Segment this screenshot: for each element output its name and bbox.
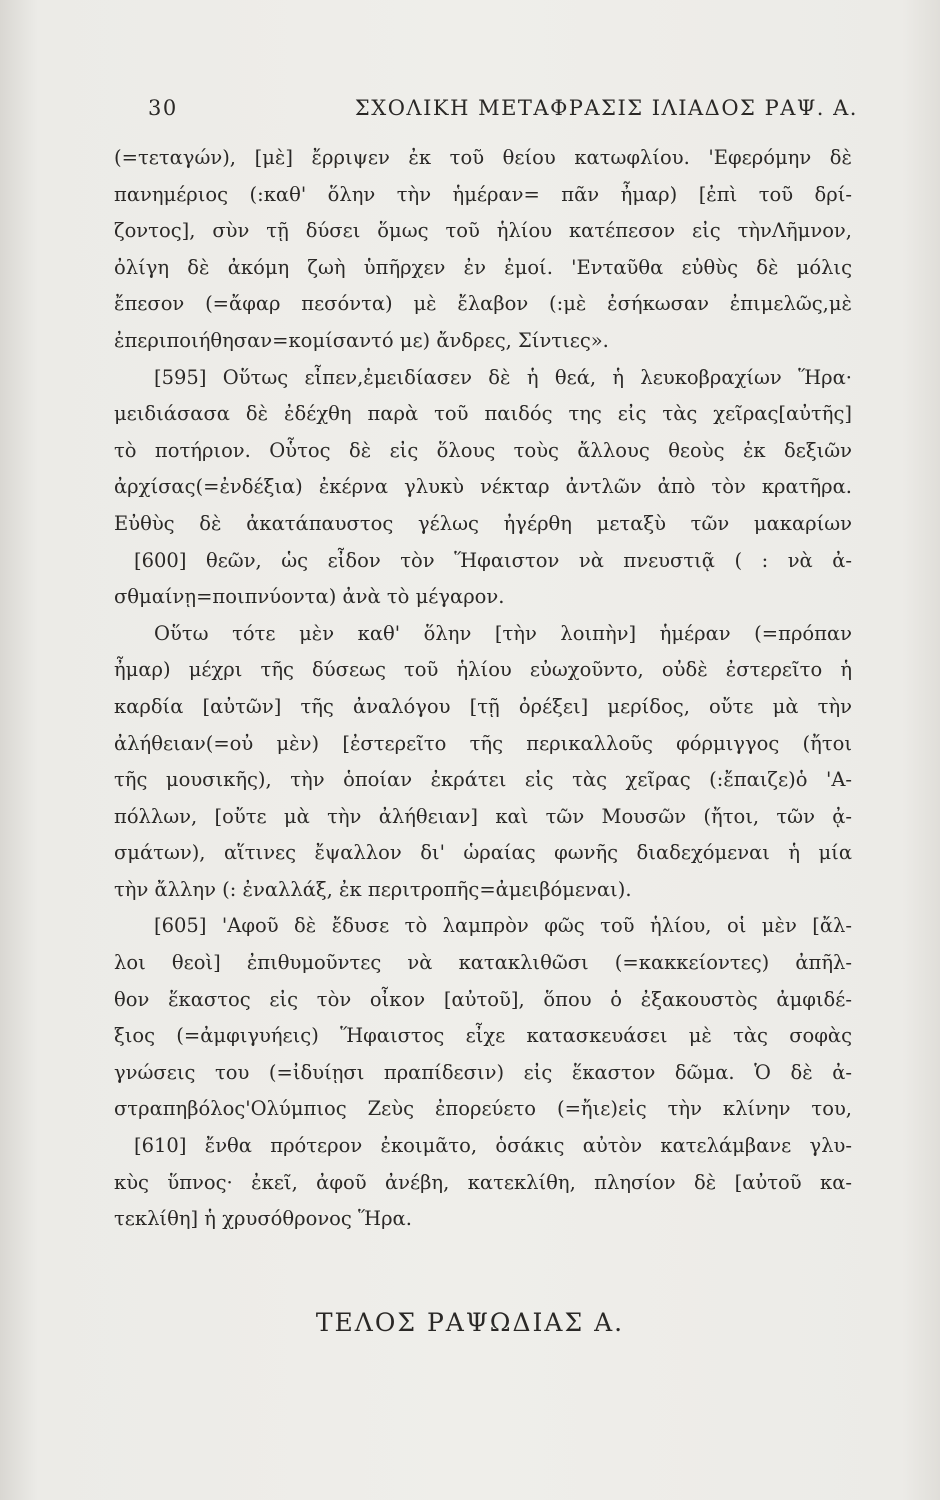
body-text (114, 140, 852, 1238)
text-line: θον ἕκαστος εἰς τὸν οἶκον [αὐτοῦ], ὅπου ὁ ἐξακουστὸς ἀμφιδέ- (114, 987, 852, 1011)
text-line: ζοντος], σὺν τῇ δύσει ὅμως τοῦ ἡλίου κατέπεσον εἰς τὴνΛῆμνον, (114, 219, 852, 243)
text-line: ἦμαρ) μέχρι τῆς δύσεως τοῦ ἡλίου εὐωχοῦντο, οὐδὲ ἐστερεῖτο ἡ (114, 658, 852, 682)
text-line: λοι θεοὶ] ἐπιθυμοῦντες νὰ κατακλιθῶσι (=κακκείοντες) ἀπῆλ- (114, 951, 852, 975)
text-line: πανημέριος (:καθ' ὅλην τὴν ἡμέραν= πᾶν ἦμαρ) [ἐπὶ τοῦ δρί- (114, 182, 852, 206)
end-title: ΤΕΛΟΣ ΡΑΨΩΔΙΑΣ Α. (315, 1308, 625, 1337)
text-line: [595] Οὕτως εἶπεν,ἐμειδίασεν δὲ ἡ θεά, ἡ λευκοβραχίων Ἥρα· (154, 365, 852, 389)
text-line: Εὐθὺς δὲ ἀκατάπαυστος γέλως ἠγέρθη μεταξὺ τῶν μακαρίων (114, 511, 852, 535)
text-line: γνώσεις του (=ἰδυίῃσι πραπίδεσιν) εἰς ἕκαστον δῶμα. Ὁ δὲ ἀ- (114, 1060, 852, 1084)
text-line: σμάτων), αἵτινες ἔψαλλον δι' ὡραίας φωνῆς διαδεχόμεναι ἡ μία (114, 841, 852, 865)
text-line: (=τεταγών), [μὲ] ἔρριψεν ἐκ τοῦ θείου κατωφλίου. 'Εφερόμην δὲ (114, 146, 852, 169)
text-line: τὴν ἄλλην (: ἐναλλάξ, ἐκ περιτροπῆς=ἀμειβόμεναι). (114, 877, 632, 901)
text-line: τεκλίθη] ἡ χρυσόθρονος Ἥρα. (114, 1207, 412, 1231)
text-line: ἔπεσον (=ἄφαρ πεσόντα) μὲ ἔλαβον (:μὲ ἐσήκωσαν ἐπιμελῶς,μὲ (114, 292, 852, 316)
text-line: τὸ ποτήριον. Οὗτος δὲ εἰς ὅλους τοὺς ἄλλους θεοὺς ἐκ δεξιῶν (114, 438, 852, 462)
text-line: πόλλων, [οὔτε μὰ τὴν ἀλήθειαν] καὶ τῶν Μουσῶν (ἤτοι, τῶν ᾀ- (114, 804, 852, 828)
page-number: 30 (148, 96, 178, 120)
text-line: ἐπεριποιήθησαν=κομίσαντό με) ἄνδρες, Σίντιες». (114, 328, 609, 352)
running-head (148, 96, 858, 128)
text-line: κὺς ὕπνος· ἐκεῖ, ἀφοῦ ἀνέβη, κατεκλίθη, πλησίον δὲ [αὐτοῦ κα- (114, 1170, 852, 1194)
text-line: τῆς μουσικῆς), τὴν ὁποίαν ἐκράτει εἰς τὰς χεῖρας (:ἔπαιζε)ὁ 'Α- (114, 768, 852, 792)
text-line: στραπηβόλος'Ολύμπιος Ζεὺς ἐπορεύετο (=ἤιε)εἰς τὴν κλίνην του, (114, 1097, 852, 1121)
text-line: ξιος (=ἀμφιγυήεις) Ἥφαιστος εἶχε κατασκευάσει μὲ τὰς σοφὰς (114, 1024, 852, 1048)
text-line: [605] 'Αφοῦ δὲ ἔδυσε τὸ λαμπρὸν φῶς τοῦ ἡλίου, οἱ μὲν [ἄλ- (154, 914, 852, 938)
text-line: σθμαίνῃ=ποιπνύοντα) ἀνὰ τὸ μέγαρον. (114, 585, 505, 609)
text-line: ἀλήθειαν(=οὐ μὲν) [ἐστερεῖτο τῆς περικαλλοῦς φόρμιγγος (ἤτοι (114, 731, 852, 755)
running-head-title: ΣΧΟΛΙΚΗ ΜΕΤΑΦΡΑΣΙΣ ΙΛΙΑΔΟΣ ΡΑΨ. Α. (354, 96, 858, 120)
text-line: μειδιάσασα δὲ ἐδέχθη παρὰ τοῦ παιδός της εἰς τὰς χεῖρας[αὐτῆς] (114, 402, 852, 426)
text-line: [610] ἔνθα πρότερον ἐκοιμᾶτο, ὁσάκις αὐτὸν κατελάμβανε γλυ- (134, 1134, 852, 1158)
text-line: Οὕτω τότε μὲν καθ' ὅλην [τὴν λοιπὴν] ἡμέραν (=πρόπαν (154, 621, 852, 645)
text-line: ὀλίγη δὲ ἀκόμη ζωὴ ὑπῆρχεν ἐν ἐμοί. 'Ενταῦθα εὐθὺς δὲ μόλις (114, 255, 852, 279)
text-line: [600] θεῶν, ὡς εἶδον τὸν Ἥφαιστον νὰ πνευστιᾷ ( : νὰ ἀ- (134, 548, 852, 572)
text-line: καρδία [αὐτῶν] τῆς ἀναλόγου [τῇ ὀρέξει] μερίδος, οὔτε μὰ τὴν (114, 694, 852, 718)
text-line: ἀρχίσας(=ἐνδέξια) ἐκέρνα γλυκὺ νέκταρ ἀντλῶν ἀπὸ τὸν κρατῆρα. (114, 475, 852, 499)
